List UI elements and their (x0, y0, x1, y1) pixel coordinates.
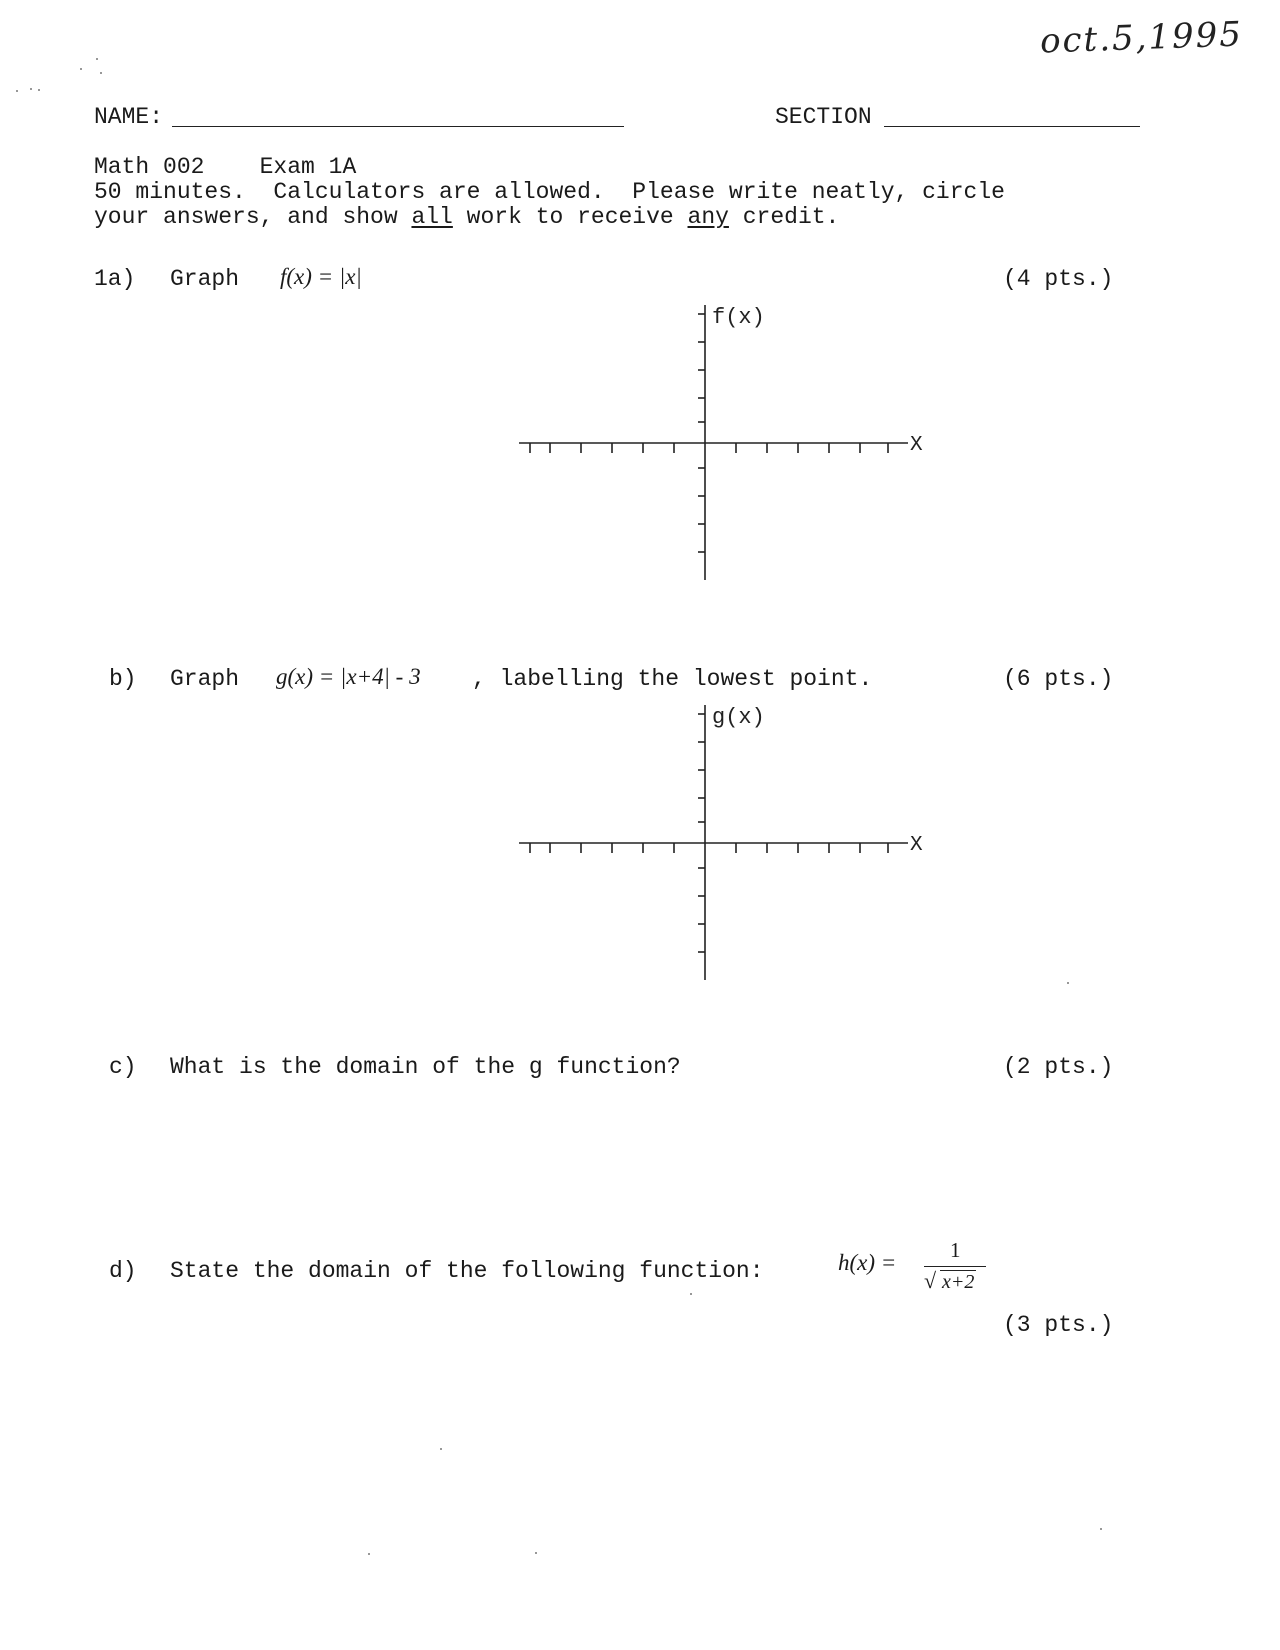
question-1d-points: (3 pts.) (1003, 1312, 1114, 1338)
radical-sign: √ (924, 1268, 937, 1293)
graph-1b-axes[interactable] (510, 700, 930, 990)
name-label: NAME: (94, 104, 164, 130)
scan-speck (80, 68, 82, 70)
scan-speck (1067, 982, 1069, 984)
question-1a-number: 1a) (94, 266, 136, 292)
graph-1b-y-label: g(x) (712, 705, 765, 730)
emphasis-any: any (687, 204, 729, 230)
answer-area-1c[interactable] (170, 1150, 1070, 1151)
question-1a-text: Graph (170, 266, 240, 292)
scan-speck (440, 1448, 442, 1450)
question-1c-points: (2 pts.) (1003, 1054, 1114, 1080)
name-field[interactable] (172, 126, 624, 127)
question-1b-points: (6 pts.) (1003, 666, 1114, 692)
scan-speck (96, 58, 98, 60)
scan-speck (30, 88, 32, 90)
instructions-text: work to receive (452, 204, 688, 230)
question-1b-formula: g(x) = |x+4| - 3 (276, 664, 421, 689)
question-1d-formula-lhs: h(x) = (838, 1250, 897, 1275)
section-label: SECTION (775, 104, 872, 130)
question-1b-number: b) (109, 666, 137, 692)
scan-speck (1100, 1528, 1102, 1530)
question-1c-text: What is the domain of the g function? (170, 1054, 681, 1080)
graph-1a-x-label: X (910, 434, 923, 457)
question-1d-text: State the domain of the following function: (170, 1258, 764, 1284)
emphasis-all: all (411, 204, 453, 230)
question-1c-number: c) (109, 1054, 137, 1080)
graph-1b-x-ticks (530, 843, 888, 853)
scan-speck (16, 90, 18, 92)
graph-1a-axes[interactable] (510, 300, 930, 590)
graph-1b-x-label: X (910, 834, 923, 857)
question-1a-formula: f(x) = |x| (280, 264, 362, 289)
scan-speck (100, 72, 102, 74)
section-field[interactable] (884, 126, 1140, 127)
question-1b-text-after: , labelling the lowest point. (472, 666, 873, 692)
question-1d-number: d) (109, 1258, 137, 1284)
course-title: Math 002 Exam 1A (94, 154, 357, 180)
scan-speck (690, 1293, 692, 1295)
fraction-numerator: 1 (950, 1238, 961, 1262)
question-1a-points: (4 pts.) (1003, 266, 1114, 292)
question-1d-fraction (920, 1238, 990, 1298)
scan-speck (368, 1553, 370, 1555)
graph-1a-y-label: f(x) (712, 305, 765, 330)
instructions-line-1: 50 minutes. Calculators are allowed. Please write neatly, circle (94, 179, 1005, 205)
instructions-line-2 (94, 204, 839, 230)
fraction-radicand: x+2 (942, 1271, 975, 1293)
scan-speck (535, 1552, 537, 1554)
scan-speck (38, 89, 40, 91)
fraction-bar (924, 1266, 986, 1267)
graph-1a-y-ticks (698, 314, 705, 552)
instructions-text: credit. (728, 204, 840, 230)
graph-1b-y-ticks (698, 714, 705, 952)
handwritten-date: oct.5,1995 (1039, 14, 1244, 62)
graph-1a-x-ticks (530, 443, 888, 453)
question-1b-text: Graph (170, 666, 240, 692)
instructions-text: your answers, and show (94, 204, 412, 230)
